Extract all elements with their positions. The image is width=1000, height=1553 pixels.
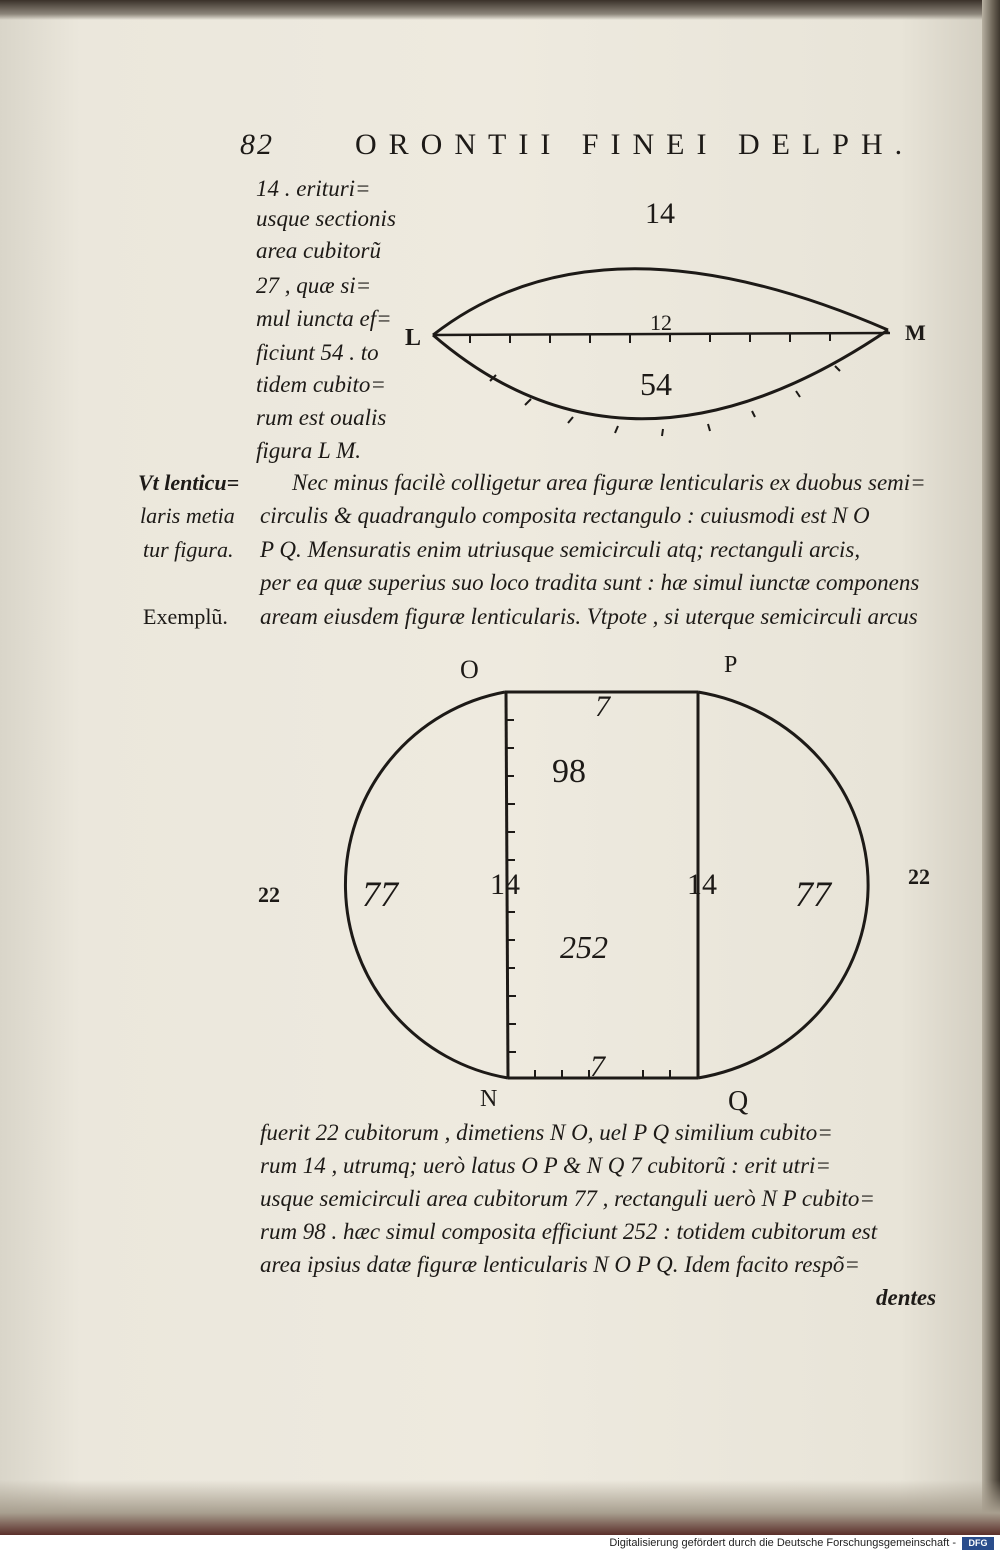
point-q-label: Q <box>728 1086 749 1117</box>
text-line: figura L M. <box>256 438 362 463</box>
right-arc-label: 22 <box>908 864 930 889</box>
page-bottom-edge <box>0 1480 1000 1535</box>
digitization-footer <box>0 1535 1000 1553</box>
text-line: per ea quæ superius suo loco tradita sunt : hæ simul iunctæ componens <box>260 570 920 595</box>
text-line: tidem cubito= <box>256 372 386 397</box>
page-binding-edge <box>982 0 1000 1535</box>
left-area-label: 77 <box>362 874 398 914</box>
text-line: usque sectionis <box>256 206 396 231</box>
margin-note: Vt lenticu= <box>138 470 240 495</box>
text-line: rum 14 , utrumq; uerò latus O P & N Q 7 cubitorũ : erit utri= <box>260 1153 831 1178</box>
right-side-label: 14 <box>687 868 717 901</box>
lens-figure <box>250 650 950 1120</box>
text-line: 14 . eriturі= <box>256 176 371 201</box>
margin-note: laris metia <box>140 503 235 528</box>
catchword: dentes <box>876 1285 937 1310</box>
text-line: Nec minus facilè colligetur area figuræ lenticularis ex duobus semi= <box>292 470 926 495</box>
rect-lower-area-label: 252 <box>560 929 608 965</box>
text-line: rum 98 . hæc simul composita efficiunt 252 : totidem cubitorum est <box>260 1219 878 1244</box>
rect-bottom-label: 7 <box>590 1050 605 1083</box>
text-line: ficiunt 54 . to <box>256 340 379 365</box>
text-line: mul iuncta ef= <box>256 306 392 331</box>
text-line: area ipsius datæ figuræ lenticularis N O P Q. Idem facito respõ= <box>260 1252 860 1277</box>
point-m-label: M <box>905 320 926 345</box>
running-title: ORONTII FINEI DELPH. <box>355 128 915 161</box>
rect-upper-area-label: 98 <box>552 753 586 790</box>
oval-figure <box>400 185 940 455</box>
text-line: 27 , quæ si= <box>256 273 372 298</box>
right-area-label: 77 <box>795 874 831 914</box>
margin-note: tur figura. <box>143 537 234 562</box>
right-semicircle <box>698 692 868 1078</box>
rect-top-label: 7 <box>595 690 610 723</box>
point-p-label: P <box>724 652 738 678</box>
text-line: area cubitorũ <box>256 238 381 263</box>
text-line: circulis & quadrangulo composita rectangulo : cuiusmodi est N O <box>260 503 870 528</box>
page-top-shadow <box>0 0 1000 20</box>
text-line: rum est oualis <box>256 405 387 430</box>
left-side-label: 14 <box>490 868 520 901</box>
point-l-label: L <box>405 325 422 351</box>
page-number: 82 <box>240 128 274 161</box>
chord-length-label: 12 <box>650 310 672 335</box>
margin-note: Exemplũ. <box>143 604 228 629</box>
text-line: P Q. Mensuratis enim utriusque semicirculi atq; rectanguli arcis, <box>260 537 861 562</box>
point-o-label: O <box>460 655 479 684</box>
dfg-logo: DFG <box>962 1537 994 1550</box>
text-line: usque semicirculi area cubitorum 77 , rectanguli uerò N P cubito= <box>260 1186 875 1211</box>
arc-length-label: 14 <box>645 197 675 230</box>
text-line: aream eiusdem figuræ lenticularis. Vtpote , si uterque semicirculi arcus <box>260 604 918 629</box>
point-n-label: N <box>480 1086 498 1112</box>
text-line: fuerit 22 cubitorum , dimetiens N O, uel P Q similium cubito= <box>260 1120 833 1145</box>
left-arc-label: 22 <box>258 882 280 907</box>
funding-credit: Digitalisierung gefördert durch die Deutsche Forschungsgemeinschaft - <box>609 1537 956 1549</box>
area-label: 54 <box>640 366 672 402</box>
